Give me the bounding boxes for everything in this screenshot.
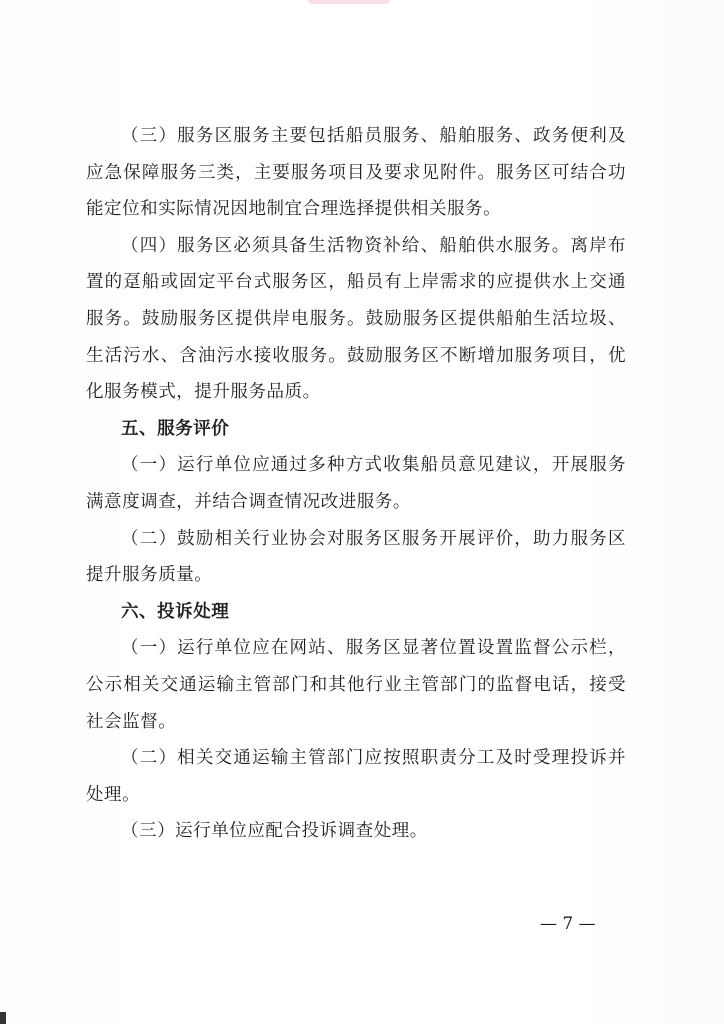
paragraph-industry-evaluation: （二）鼓励相关行业协会对服务区服务开展评价，助力服务区提升服务质量。 [86, 528, 626, 586]
section-heading-complaint-handling: 六、投诉处理 [121, 601, 230, 622]
paragraph-required-services: （四）服务区必须具备生活物资补给、船舶供水服务。离岸布置的趸船或固定平台式服务区，船员有上岸需求的应提供水上交通服务。鼓励服务区提供岸电服务。鼓励服务区提供船舶生活垃圾、生活污水、含油污水接收服务。鼓励服务区不断增加服务项目，优化服务模式，提升服务品质。 [86, 235, 626, 403]
scan-edge-mark [0, 1012, 6, 1024]
top-edge-mark [308, 0, 390, 4]
page-number: — 7 — [540, 914, 596, 934]
section-heading-service-evaluation: 五、服务评价 [121, 418, 230, 439]
paragraph-complaint-acceptance: （二）相关交通运输主管部门应按照职责分工及时受理投诉并处理。 [86, 748, 626, 805]
paragraph-satisfaction-survey: （一）运行单位应通过多种方式收集船员意见建议，开展服务满意度调查，并结合调查情况改进服务。 [86, 455, 626, 512]
paragraph-service-items: （三）服务区服务主要包括船员服务、船舶服务、政务便利及应急保障服务三类，主要服务项目及要求见附件。服务区可结合功能定位和实际情况因地制宜合理选择提供相关服务。 [86, 126, 626, 220]
paragraph-investigation-cooperation: （三）运行单位应配合投诉调查处理。 [121, 821, 428, 842]
paragraph-supervision-board: （一）运行单位应在网站、服务区显著位置设置监督公示栏，公示相关交通运输主管部门和其他行业主管部门的监督电话，接受社会监督。 [86, 638, 626, 732]
document-body [86, 118, 626, 850]
